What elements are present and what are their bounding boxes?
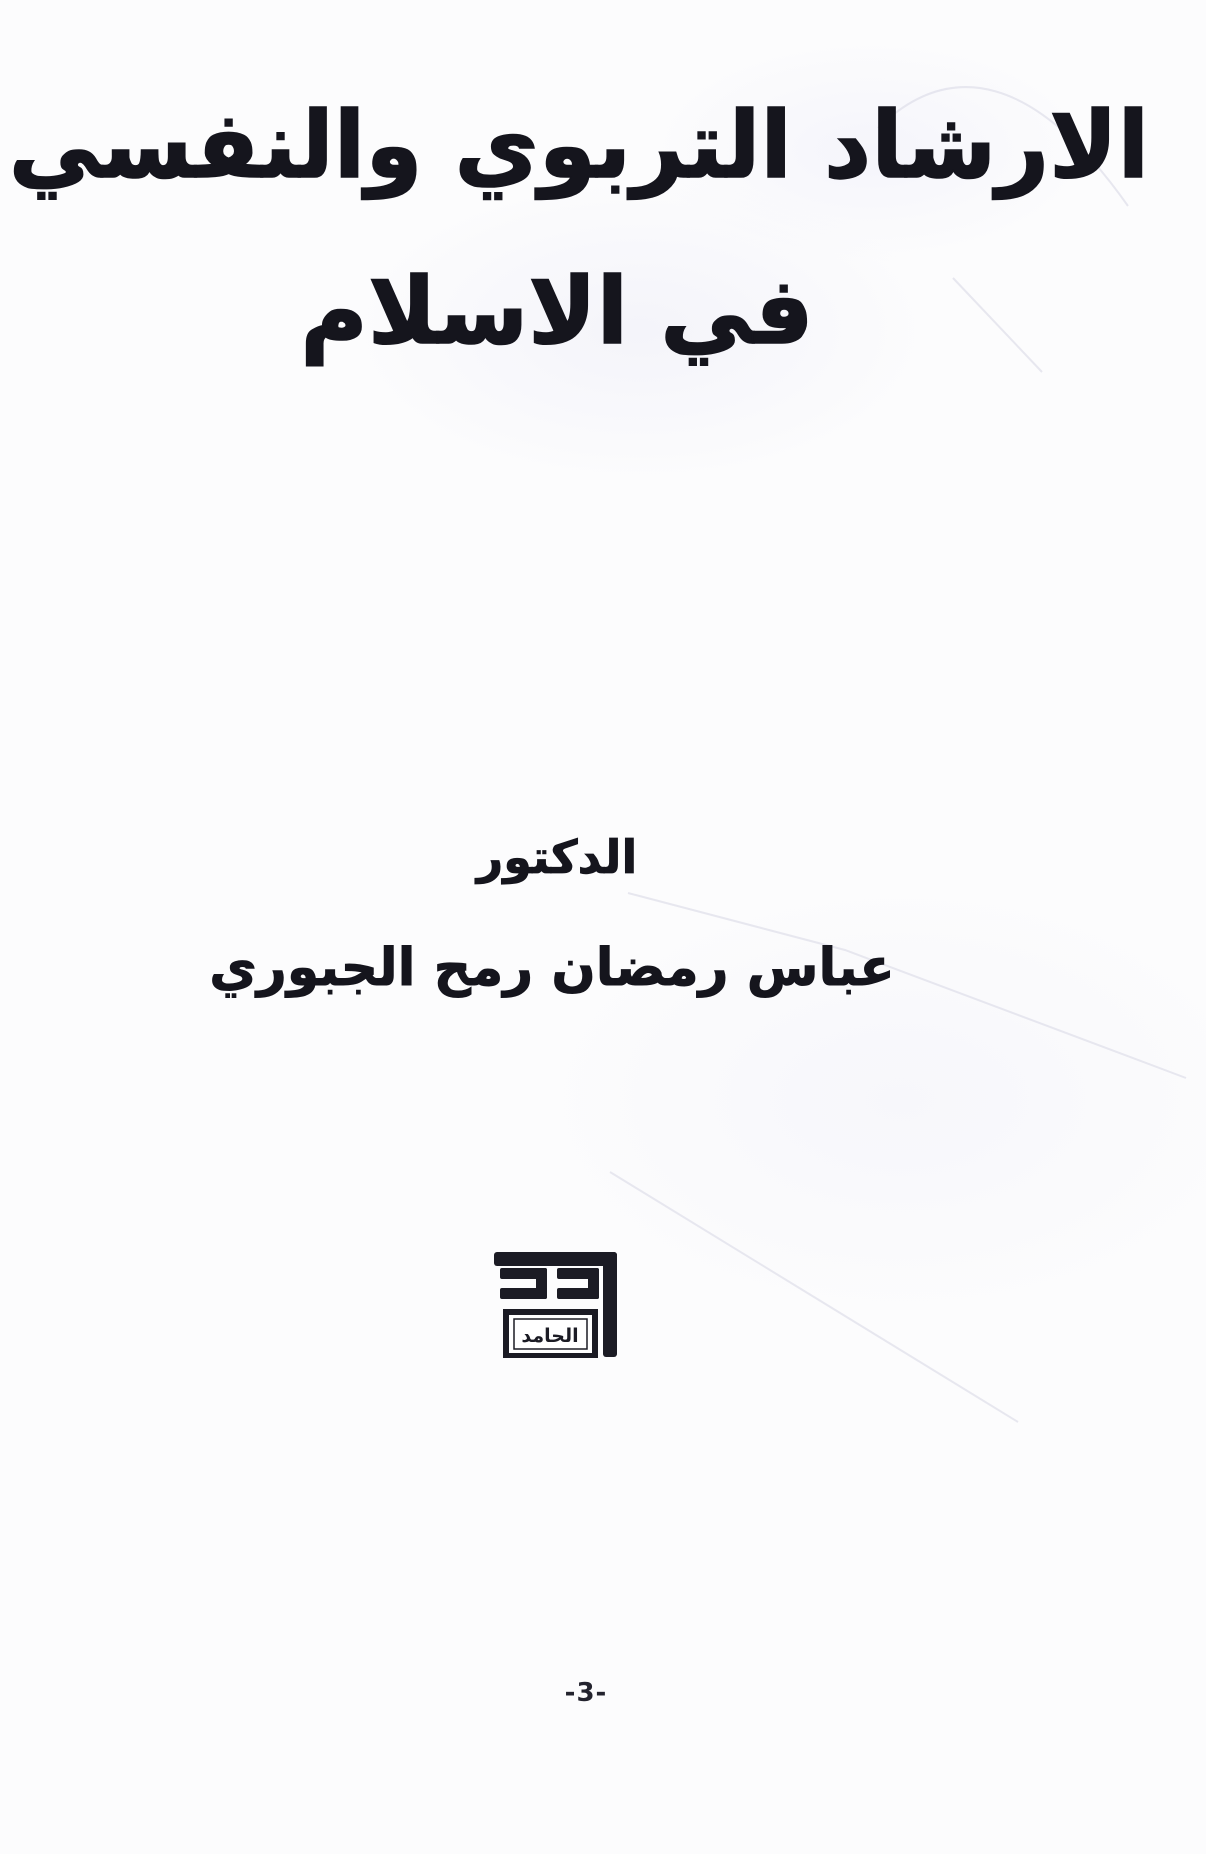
publisher-logo-icon: [494, 1252, 617, 1358]
page-number: -3-: [564, 1678, 608, 1708]
author-name: عباس رمضان رمح الجبوري: [209, 938, 895, 998]
author-degree-label: الدكتور: [476, 830, 638, 884]
book-title-line2: في الاسلام: [300, 258, 814, 365]
book-title-line1: الارشاد التربوي والنفسي: [8, 92, 1150, 199]
publisher-logo-text: الحامد: [521, 1325, 579, 1347]
